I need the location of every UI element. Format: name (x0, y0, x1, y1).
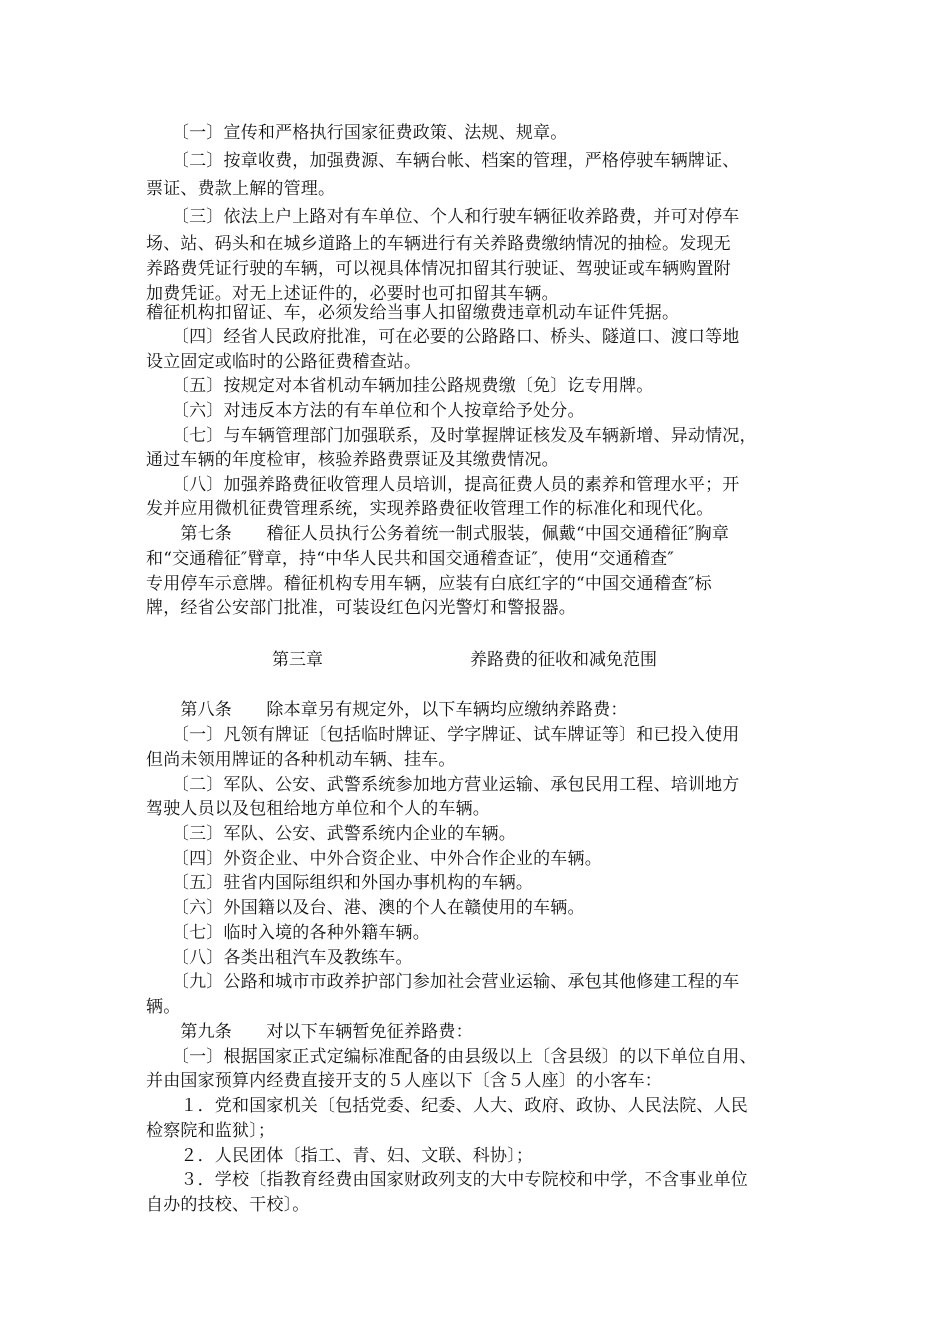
text-line: 和“交通稽征″臂章，持“中华人民共和国交通稽查证″，使用“交通稽查″ (146, 549, 674, 569)
text-line: 设立固定或临时的公路征费稽查站。 (146, 352, 422, 372)
text-line: 〔六〕外国籍以及台、港、澳的个人在赣使用的车辆。 (146, 898, 585, 918)
text-line: 发并应用微机征费管理系统，实现养路费征收管理工作的标准化和现代化。 (146, 499, 714, 519)
text-line: 并由国家预算内经费直接开支的５人座以下〔含５人座〕的小客车： (146, 1071, 662, 1091)
text-line: 牌，经省公安部门批准，可装设红色闪光警灯和警报器。 (146, 598, 576, 618)
text-line: 第九条 对以下车辆暂免征养路费： (146, 1022, 473, 1042)
text-line: 〔一〕凡领有牌证〔包括临时牌证、学字牌证、试车牌证等〕和已投入使用 (146, 725, 740, 745)
text-line: 〔四〕外资企业、中外合资企业、中外合作企业的车辆。 (146, 849, 602, 869)
text-line: 第七条 稽征人员执行公务着统一制式服装，佩戴“中国交通稽征″胸章 (146, 524, 730, 544)
text-line: 检察院和监狱〕； (146, 1121, 276, 1141)
text-line: 加费凭证。对无上述证件的，必要时也可扣留其车辆。 (146, 284, 559, 304)
text-line: 专用停车示意牌。稽征机构专用车辆，应装有白底红字的“中国交通稽查″标 (146, 574, 712, 594)
chapter-title: 养路费的征收和减免范围 (470, 650, 657, 670)
text-line: 第八条 除本章另有规定外，以下车辆均应缴纳养路费： (146, 700, 628, 720)
text-line: 〔二〕按章收费，加强费源、车辆台帐、档案的管理，严格停驶车辆牌证、 (146, 151, 740, 171)
text-line: 〔三〕军队、公安、武警系统内企业的车辆。 (146, 824, 516, 844)
text-line: 〔三〕依法上户上路对有车单位、个人和行驶车辆征收养路费，并可对停车 (146, 207, 740, 227)
text-line: 票证、费款上解的管理。 (146, 179, 336, 199)
text-line: 〔八〕各类出租汽车及教练车。 (146, 948, 413, 968)
text-line: 但尚未领用牌证的各种机动车辆、挂车。 (146, 750, 456, 770)
text-line: 〔五〕按规定对本省机动车辆加挂公路规费缴〔免〕讫专用牌。 (146, 376, 654, 396)
text-line: 辆。 (146, 997, 181, 1017)
text-line: 〔八〕加强养路费征收管理人员培训，提高征费人员的素养和管理水平；开 (146, 475, 740, 495)
text-line: 养路费凭证行驶的车辆，可以视具体情况扣留其行驶证、驾驶证或车辆购置附 (146, 259, 731, 279)
text-line: 〔六〕对违反本方法的有车单位和个人按章给予处分。 (146, 401, 585, 421)
text-line: 场、站、码头和在城乡道路上的车辆进行有关养路费缴纳情况的抽检。发现无 (146, 234, 731, 254)
text-line: 〔七〕与车辆管理部门加强联系，及时掌握牌证核发及车辆新增、异动情况， (146, 426, 757, 446)
text-line: 〔四〕经省人民政府批准，可在必要的公路路口、桥头、隧道口、渡口等地 (146, 327, 740, 347)
text-line: 稽征机构扣留证、车，必须发给当事人扣留缴费违章机动车证件凭据。 (146, 303, 680, 323)
text-line: 〔五〕驻省内国际组织和外国办事机构的车辆。 (146, 873, 534, 893)
text-line: １．党和国家机关〔包括党委、纪委、人大、政府、政协、人民法院、人民 (146, 1096, 748, 1116)
text-line: 〔九〕公路和城市市政养护部门参加社会营业运输、承包其他修建工程的车 (146, 972, 740, 992)
text-line: ２．人民团体〔指工、青、妇、文联、科协〕； (146, 1146, 534, 1166)
chapter-number: 第三章 (272, 650, 323, 670)
text-line: 〔一〕宣传和严格执行国家征费政策、法规、规章。 (146, 123, 568, 143)
text-line: 〔一〕根据国家正式定编标准配备的由县级以上〔含县级〕的以下单位自用、 (146, 1047, 757, 1067)
text-line: 〔七〕临时入境的各种外籍车辆。 (146, 923, 430, 943)
text-line: 自办的技校、干校〕。 (146, 1195, 310, 1215)
text-line: 通过车辆的年度检审，核验养路费票证及其缴费情况。 (146, 450, 559, 470)
text-line: 驾驶人员以及包租给地方单位和个人的车辆。 (146, 799, 490, 819)
text-line: 〔二〕军队、公安、武警系统参加地方营业运输、承包民用工程、培训地方 (146, 775, 740, 795)
text-line: ３．学校〔指教育经费由国家财政列支的大中专院校和中学，不含事业单位 (146, 1170, 748, 1190)
